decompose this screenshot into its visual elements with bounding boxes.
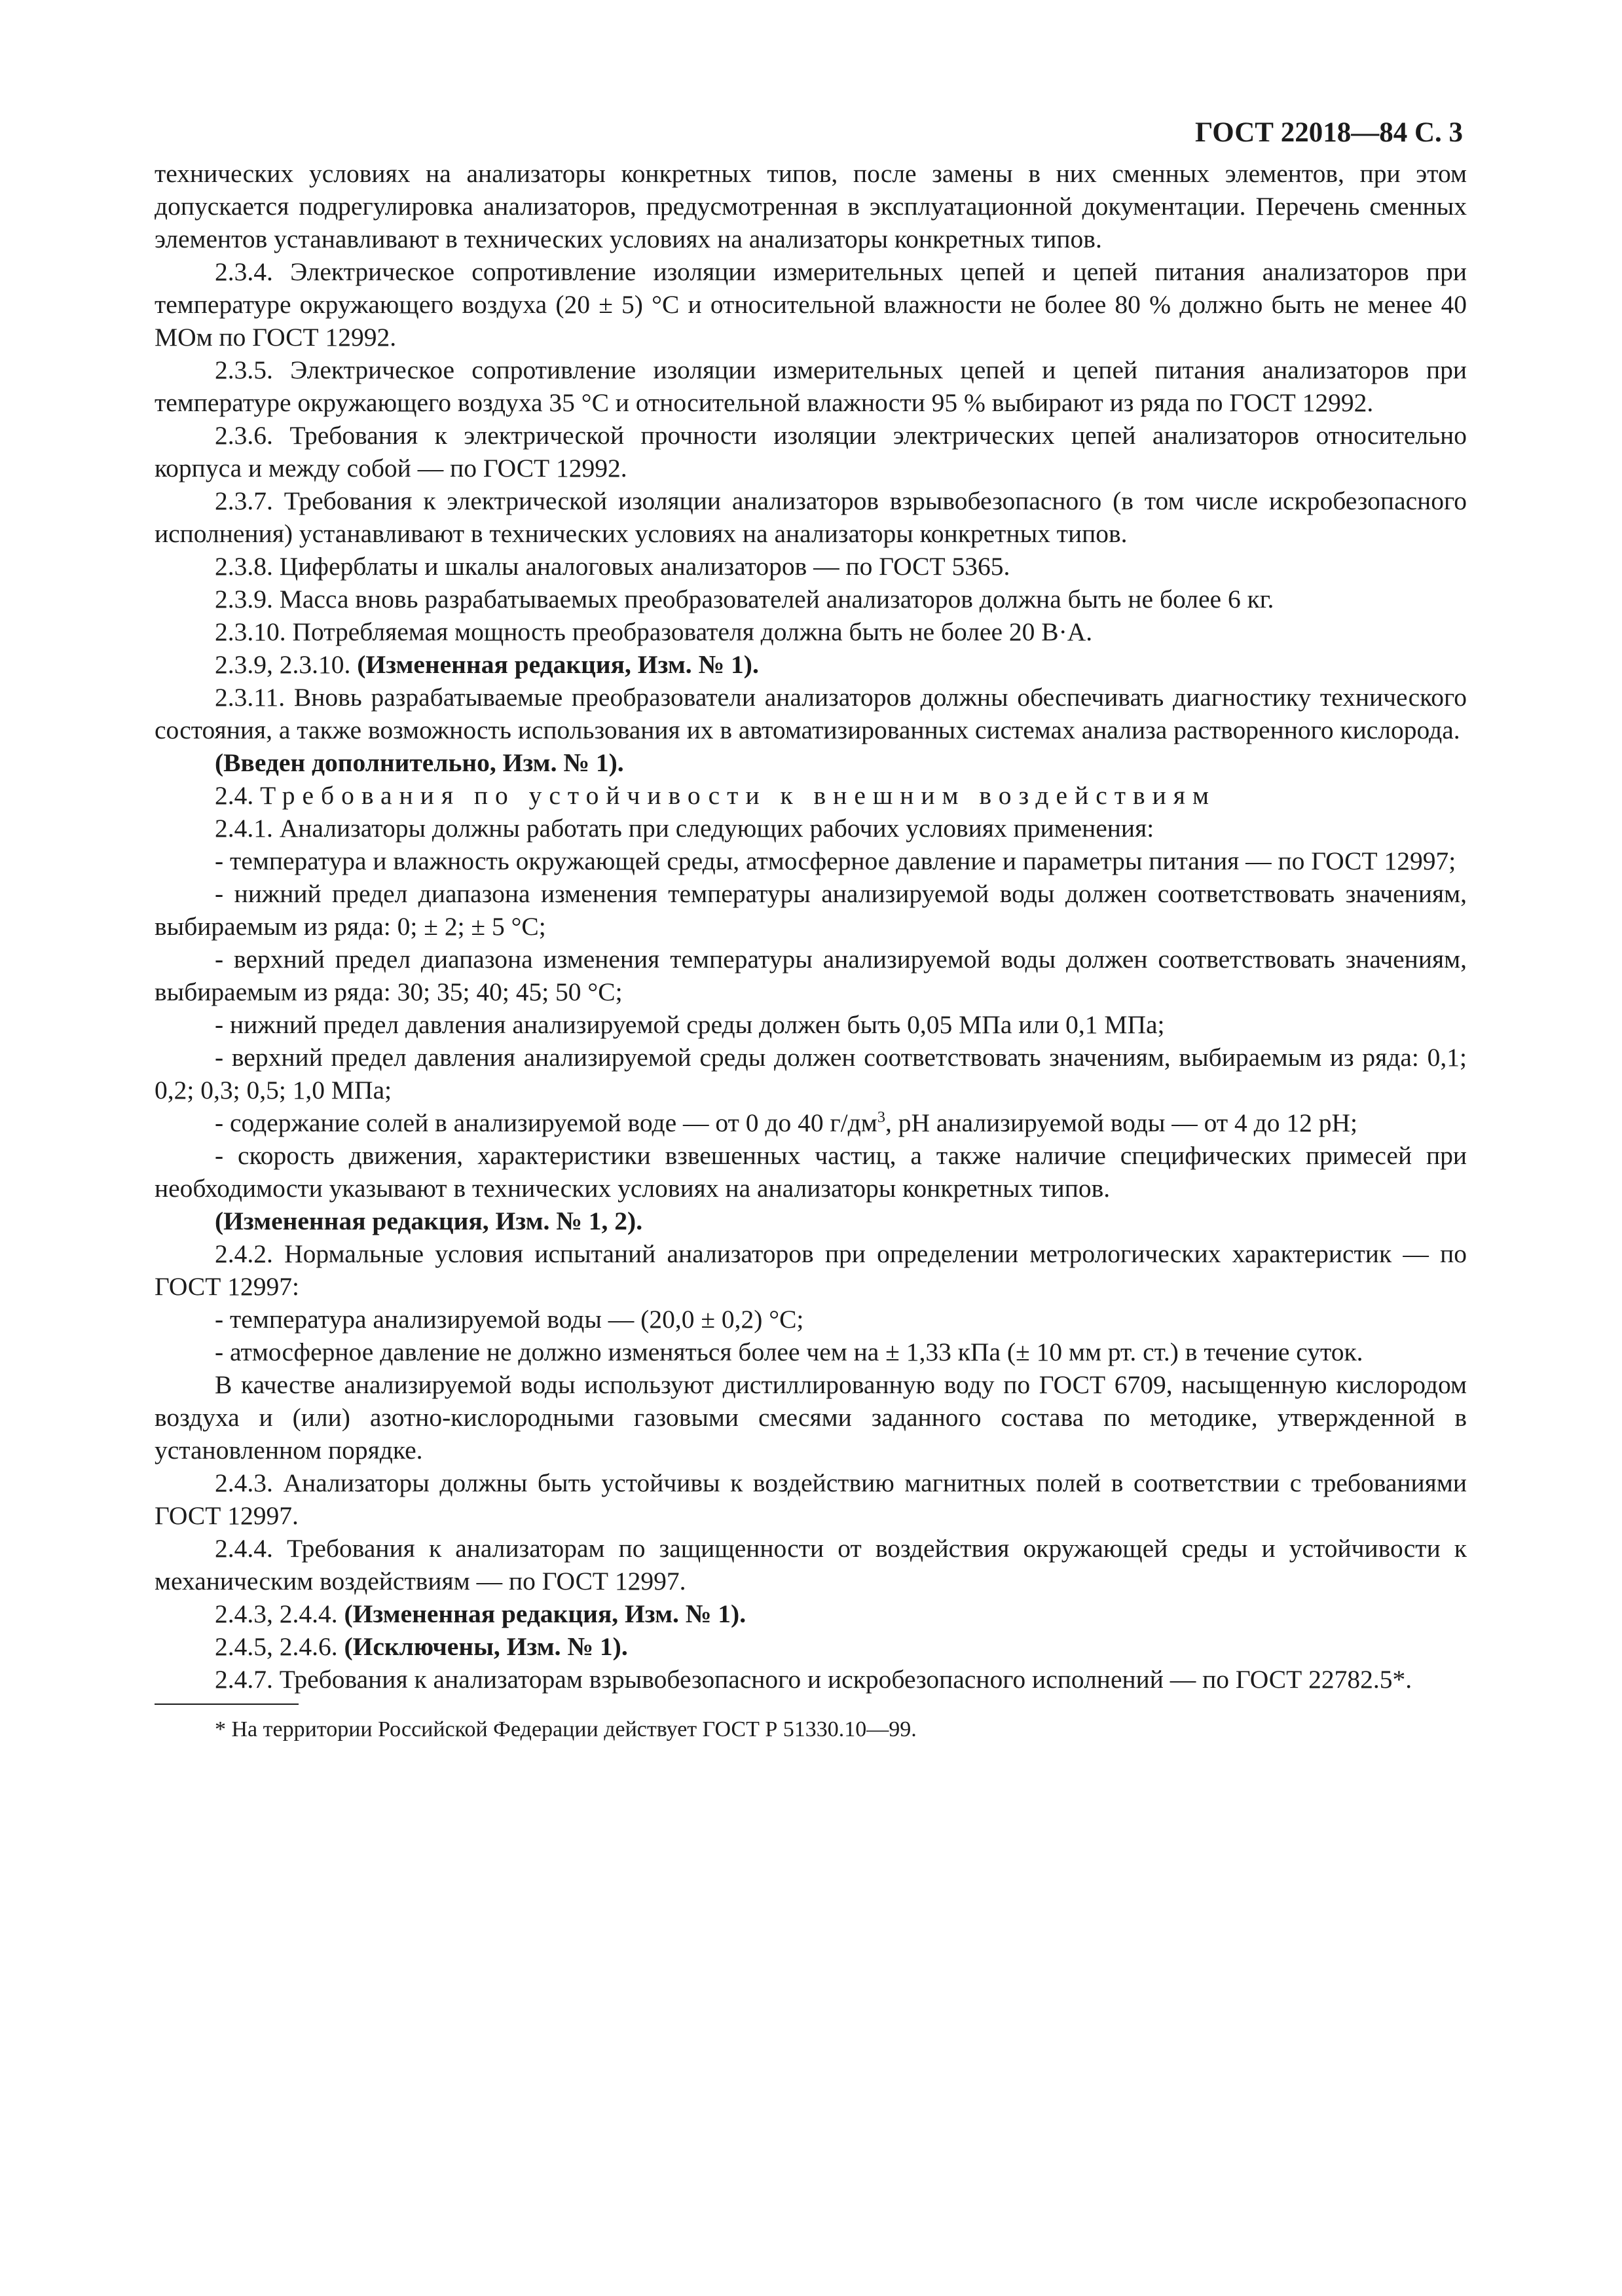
paragraph-2-3-11: 2.3.11. Вновь разрабатываемые преобразователи анализаторов должны обеспечивать диагностику технического состояния, а также возможность использования их в автоматизированных системах анализа растворенного кислорода. — [155, 683, 1467, 744]
section-number: 2.4. — [215, 781, 254, 810]
paragraph-2-4-1: 2.4.1. Анализаторы должны работать при следующих рабочих условиях применения: — [215, 814, 1154, 843]
amendment-prefix: 2.4.3, 2.4.4. — [215, 1599, 338, 1628]
list-item-water-temp: - температура анализируемой воды — (20,0 ± 0,2) °С; — [215, 1305, 804, 1334]
paragraph-2-4-2: 2.4.2. Нормальные условия испытаний анализаторов при определении метрологических характеристик — по ГОСТ 12997: — [155, 1239, 1467, 1301]
footnote: * На территории Российской Федерации действует ГОСТ Р 51330.10—99. — [215, 1717, 917, 1741]
section-title: Требования по устойчивости к внешним воздействиям — [260, 781, 1216, 810]
list-item-upper-temp: - верхний предел диапазона изменения температуры анализируемой воды должен соответствовать значениям, выбираемым из ряда: 30; 35; 40; 45; 50 °С; — [155, 945, 1467, 1006]
list-item-lower-temp: - нижний предел диапазона изменения температуры анализируемой воды должен соответствовать значениям, выбираемым из ряда: 0; ± 2; ± 5 °С; — [155, 879, 1467, 941]
amendment-bold: (Измененная редакция, Изм. № 1). — [344, 1599, 746, 1628]
paragraph-2-4-3: 2.4.3. Анализаторы должны быть устойчивы к воздействию магнитных полей в соответствии с требованиями ГОСТ 12997. — [155, 1468, 1467, 1530]
amendment-bold: (Исключены, Изм. № 1). — [344, 1632, 628, 1661]
paragraph-water-quality: В качестве анализируемой воды используют дистиллированную воду по ГОСТ 6709, насыщенную кислородом воздуха и (или) азотно-кислородными газовыми смесями заданного состава по методике, утвержденной в установленном порядке. — [155, 1370, 1467, 1465]
paragraph-continuation: технических условиях на анализаторы конкретных типов, после замены в них сменных элементов, при этом допускается подрегулировка анализаторов, предусмотренная в эксплуатационной документации. Перечень сменных элементов устанавливают в технических условиях на анализаторы конкретных типов. — [155, 159, 1467, 253]
paragraph-2-3-7: 2.3.7. Требования к электрической изоляции анализаторов взрывобезопасного (в том числе искробезопасного исполнения) устанавливают в технических условиях на анализаторы конкретных типов. — [155, 486, 1467, 548]
list-item-flow-speed: - скорость движения, характеристики взвешенных частиц, а также наличие специфических примесей при необходимости указывают в технических условиях на анализаторы конкретных типов. — [155, 1141, 1467, 1203]
paragraph-2-4-4: 2.4.4. Требования к анализаторам по защищенности от воздействия окружающей среды и устойчивости к механическим воздействиям — по ГОСТ 12997. — [155, 1534, 1467, 1595]
amendment-bold: (Измененная редакция, Изм. № 1). — [357, 650, 759, 679]
superscript: 3 — [877, 1108, 885, 1126]
list-item-conditions: - температура и влажность окружающей среды, атмосферное давление и параметры питания — по ГОСТ 12997; — [215, 847, 1456, 875]
footnote-divider — [155, 1704, 299, 1705]
paragraph-2-4-7: 2.4.7. Требования к анализаторам взрывобезопасного и искробезопасного исполнений — по ГОСТ 22782.5*. — [215, 1665, 1412, 1694]
document-page — [155, 117, 1467, 1744]
document-body — [155, 157, 1467, 1696]
list-item-salt-content — [155, 1106, 1467, 1139]
paragraph-2-3-9: 2.3.9. Масса вновь разрабатываемых преобразователей анализаторов должна быть не более 6 кг. — [215, 585, 1274, 613]
section-heading-2-4 — [155, 779, 1467, 812]
amendment-note-2-4-5 — [155, 1630, 1467, 1663]
salt-text-before: - содержание солей в анализируемой воде — от 0 до 40 г/дм — [215, 1108, 877, 1137]
amendment-prefix: 2.4.5, 2.4.6. — [215, 1632, 338, 1661]
list-item-atm-pressure: - атмосферное давление не должно изменяться более чем на ± 1,33 кПа (± 10 мм рт. ст.) в течение суток. — [215, 1338, 1363, 1366]
amendment-note-2-4-3 — [155, 1597, 1467, 1630]
paragraph-2-3-8: 2.3.8. Циферблаты и шкалы аналоговых анализаторов — по ГОСТ 5365. — [215, 552, 1010, 581]
paragraph-2-3-6: 2.3.6. Требования к электрической прочности изоляции электрических цепей анализаторов относительно корпуса и между собой — по ГОСТ 12992. — [155, 421, 1467, 483]
list-item-lower-pressure: - нижний предел давления анализируемой среды должен быть 0,05 МПа или 0,1 МПа; — [215, 1010, 1165, 1039]
amendment-note-2-3-9 — [155, 648, 1467, 681]
paragraph-2-3-5: 2.3.5. Электрическое сопротивление изоляции измерительных цепей и цепей питания анализаторов при температуре окружающего воздуха 35 °С и относительной влажности 95 % выбирают из ряда по ГОСТ 12992. — [155, 355, 1467, 417]
paragraph-2-3-4: 2.3.4. Электрическое сопротивление изоляции измерительных цепей и цепей питания анализаторов при температуре окружающего воздуха (20 ± 5) °С и относительной влажности не более 80 % должно быть не менее 40 МОм по ГОСТ 12992. — [155, 257, 1467, 352]
amendment-prefix: 2.3.9, 2.3.10. — [215, 650, 351, 679]
paragraph-2-3-10: 2.3.10. Потребляемая мощность преобразователя должна быть не более 20 В·А. — [215, 617, 1093, 646]
amendment-note-2-4-1: (Измененная редакция, Изм. № 1, 2). — [215, 1207, 643, 1235]
salt-text-after: , рН анализируемой воды — от 4 до 12 рН; — [885, 1108, 1357, 1137]
list-item-upper-pressure: - верхний предел давления анализируемой среды должен соответствовать значениям, выбираемым из ряда: 0,1; 0,2; 0,3; 0,5; 1,0 МПа; — [155, 1043, 1467, 1104]
page-header: ГОСТ 22018—84 С. 3 — [1194, 117, 1463, 148]
amendment-note-2-3-11: (Введен дополнительно, Изм. № 1). — [215, 748, 624, 777]
